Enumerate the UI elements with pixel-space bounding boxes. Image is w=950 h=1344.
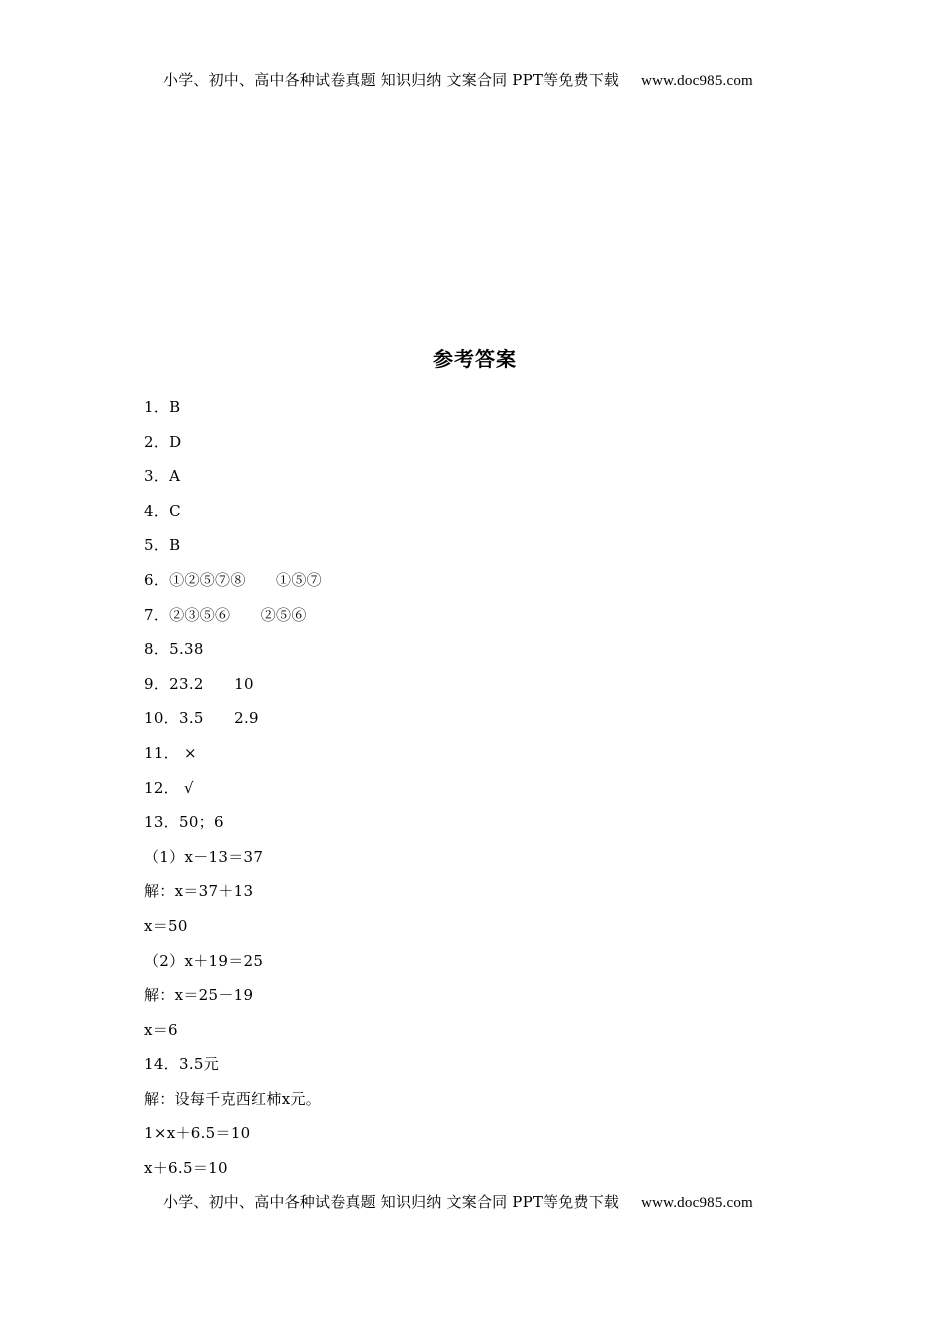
header-text: 小学、初中、高中各种试卷真题 知识归纳 文案合同 PPT等免费下载 bbox=[163, 71, 620, 89]
answer-line: 8．5.38 bbox=[144, 640, 204, 659]
answer-line: 10．3.5 2.9 bbox=[144, 709, 259, 728]
answer-line: 9．23.2 10 bbox=[144, 674, 254, 693]
answer-line: 6．①②⑤⑦⑧ ①⑤⑦ bbox=[144, 570, 322, 589]
answer-line: 3．A bbox=[144, 467, 181, 486]
answer-line: x＝50 bbox=[144, 916, 188, 935]
answer-line: 11． × bbox=[144, 743, 197, 762]
page-header bbox=[163, 69, 803, 90]
page-title: 参考答案 bbox=[433, 347, 517, 371]
answer-line: x＝6 bbox=[144, 1020, 178, 1039]
answer-line: （2）x＋19＝25 bbox=[144, 951, 264, 970]
answer-list bbox=[144, 397, 824, 1193]
answer-line: 13．50；6 bbox=[144, 813, 224, 832]
answer-line: 解：x＝37＋13 bbox=[144, 882, 254, 901]
answer-line: 7．②③⑤⑥ ②⑤⑥ bbox=[144, 605, 307, 624]
answer-line: 12． √ bbox=[144, 778, 194, 797]
answer-line: 14．3.5元 bbox=[144, 1055, 220, 1074]
answer-line: 4．C bbox=[144, 501, 181, 520]
answer-line: 解：x＝25－19 bbox=[144, 986, 254, 1005]
answer-line: 1×x＋6.5＝10 bbox=[144, 1124, 251, 1143]
answer-line: 解：设每千克西红柿x元。 bbox=[144, 1089, 322, 1108]
answer-line: （1）x－13＝37 bbox=[144, 847, 264, 866]
answer-line: 2．D bbox=[144, 432, 182, 451]
answer-line: x＋6.5＝10 bbox=[144, 1159, 228, 1178]
answer-line: 1．B bbox=[144, 398, 181, 416]
footer-site-link[interactable]: www.doc985.com bbox=[641, 1195, 753, 1211]
header-site-link[interactable]: www.doc985.com bbox=[641, 73, 753, 89]
page-footer bbox=[163, 1191, 803, 1212]
answer-line: 5．B bbox=[144, 536, 181, 555]
footer-text: 小学、初中、高中各种试卷真题 知识归纳 文案合同 PPT等免费下载 bbox=[163, 1193, 620, 1211]
